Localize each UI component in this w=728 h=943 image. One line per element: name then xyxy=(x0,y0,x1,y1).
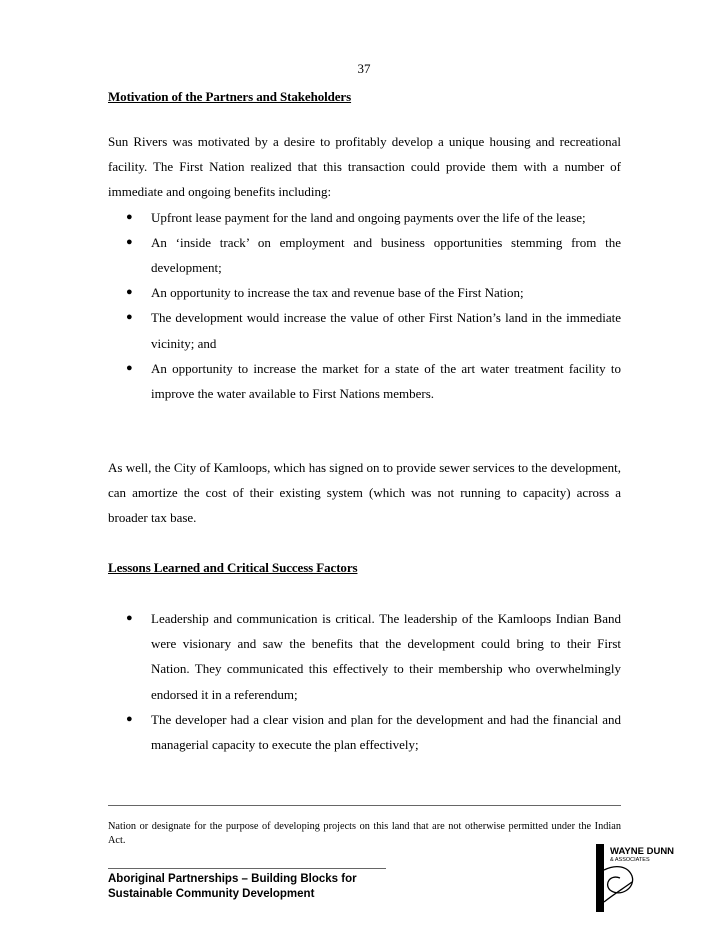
list-item-text: An opportunity to increase the market for a state of the art water treatment facility to improve the water available to First Nations members. xyxy=(151,360,621,402)
bullet-icon: ● xyxy=(126,311,133,324)
list-item-text: The developer had a clear vision and plan for the development and had the financial and managerial capacity to execute the plan effectively; xyxy=(151,711,621,753)
list-item xyxy=(108,305,621,355)
motivation-closing xyxy=(108,455,621,531)
lessons-body xyxy=(108,606,621,757)
bullet-icon: ● xyxy=(126,612,133,624)
logo-name: WAYNE DUNN xyxy=(610,846,675,857)
section-heading-motivation: Motivation of the Partners and Stakeholders xyxy=(108,89,352,104)
list-item xyxy=(108,205,621,230)
bullet-icon: ● xyxy=(126,361,133,374)
logo-mark-icon xyxy=(594,842,686,914)
bullet-icon: ● xyxy=(126,210,133,223)
footnote: Nation or designate for the purpose of developing projects on this land that are not otherwise permitted under the Indian Act. xyxy=(108,821,621,846)
logo-sub: & ASSOCIATES xyxy=(610,857,650,863)
motivation-benefits-list xyxy=(108,205,621,407)
logo-stroke xyxy=(604,882,632,902)
motivation-intro-paragraph: Sun Rivers was motivated by a desire to profitably develop a unique housing and recreational facility. The First Nation realized that this transaction could provide them with a number of immediate and ongoing benefits including: xyxy=(108,134,621,200)
logo-bar-right xyxy=(599,844,604,912)
logo-swirl xyxy=(604,867,633,893)
list-item-text: An ‘inside track’ on employment and business opportunities stemming from the development; xyxy=(151,234,621,276)
list-item xyxy=(108,230,621,280)
bullet-icon: ● xyxy=(126,286,133,299)
logo-bar-left xyxy=(596,844,599,912)
list-item-text: An opportunity to increase the tax and revenue base of the First Nation; xyxy=(151,285,524,301)
list-item-text: The development would increase the value of other First Nation’s land in the immediate vicinity; and xyxy=(151,310,621,351)
list-item-text: Leadership and communication is critical. The leadership of the Kamloops Indian Band were visionary and saw the benefits that the development could bring to their First Nation. They communicated this effectively to their membership who overwhelmingly endorsed it in a referendum; xyxy=(151,611,621,702)
footer-title xyxy=(108,872,357,901)
section-motivation xyxy=(108,88,621,105)
motivation-closing-paragraph: As well, the City of Kamloops, which has signed on to provide sewer services to the development, can amortize the cost of their existing system (which was not running to capacity) across a broader tax base. xyxy=(108,460,621,526)
footnote-separator xyxy=(108,805,621,806)
footer-title-line-1: Aboriginal Partnerships – Building Blocks for xyxy=(108,873,357,885)
footer-separator xyxy=(108,868,386,869)
wayne-dunn-logo xyxy=(594,842,686,914)
lessons-list xyxy=(108,606,621,757)
list-item-text: Upfront lease payment for the land and ongoing payments over the life of the lease; xyxy=(151,209,586,225)
list-item xyxy=(108,707,621,757)
list-item xyxy=(108,606,621,707)
list-item xyxy=(108,356,621,406)
page-number: 37 xyxy=(357,61,371,76)
list-item xyxy=(108,280,621,305)
section-heading-lessons: Lessons Learned and Critical Success Factors xyxy=(108,560,358,575)
footer-title-line-2: Sustainable Community Development xyxy=(108,887,315,900)
bullet-icon: ● xyxy=(126,712,133,725)
bullet-icon: ● xyxy=(126,235,133,248)
motivation-body xyxy=(108,129,621,406)
section-lessons xyxy=(108,559,621,576)
